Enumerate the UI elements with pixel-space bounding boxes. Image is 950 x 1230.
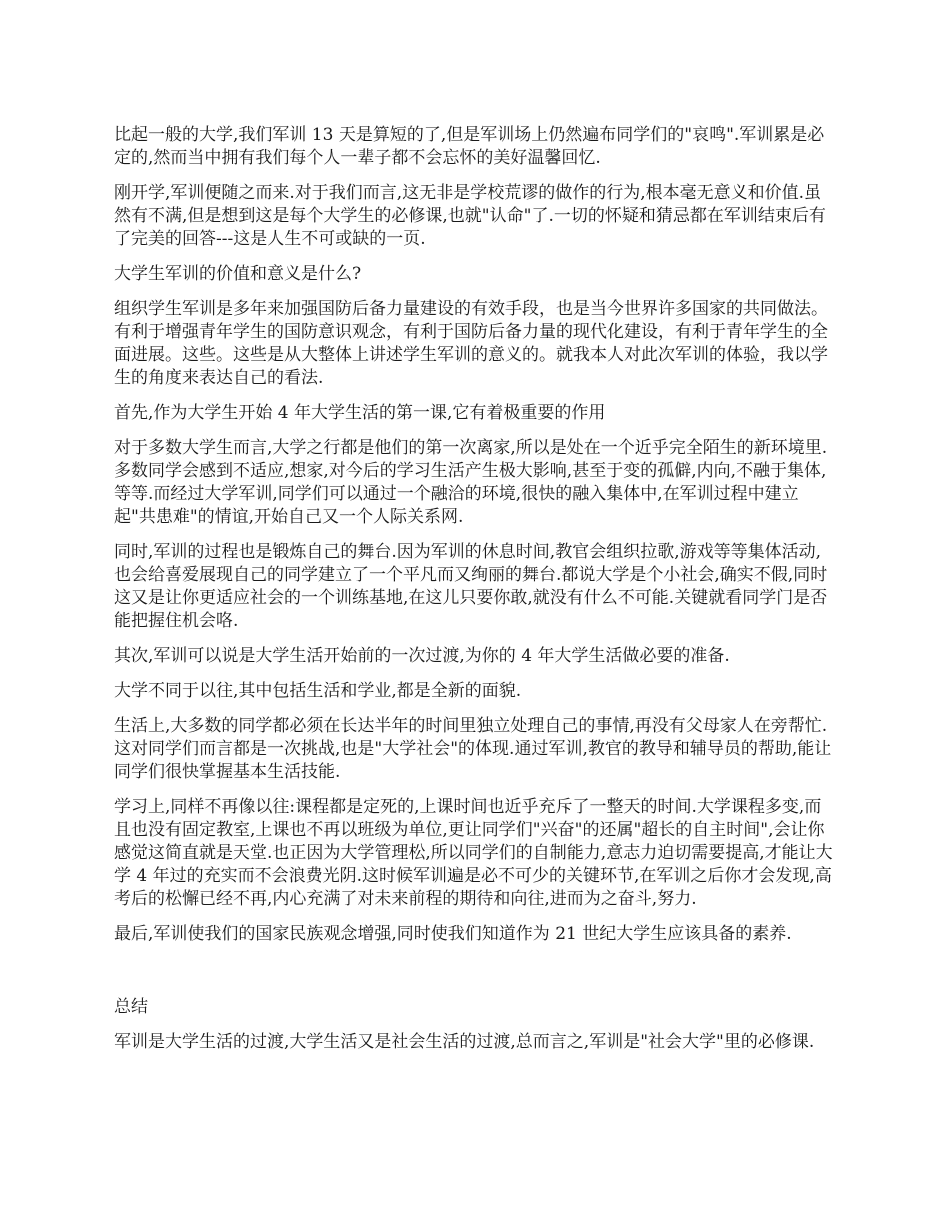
paragraph: 首先,作为大学生开始 4 年大学生活的第一课,它有着极重要的作用 [114,403,606,423]
section-question: 大学生军训的价值和意义是什么? [114,264,362,284]
paragraph: 大学不同于以往,其中包括生活和学业,都是全新的面貌. [114,681,522,701]
paragraph: 最后,军训使我们的国家民族观念增强,同时使我们知道作为 21 世纪大学生应该具备的素养. [114,924,792,944]
paragraph: 组织学生军训是多年来加强国防后备力量建设的有效手段，也是当今世界许多国家的共同做法。有利于增强青年学生的国防意识观念，有利于国防后备力量的现代化建设，有利于青年学生的全面进展。这些。这些是从大整体上讲述学生军训的意义的。就我本人对此次军训的体验，我以学生的角度来表达自己的看法. [114,299,828,388]
paragraph: 其次,军训可以说是大学生活开始前的一次过渡,为你的 4 年大学生活做必要的准备. [114,646,730,666]
spacer [114,958,836,996]
paragraph: 比起一般的大学,我们军训 13 天是算短的了,但是军训场上仍然遍布同学们的"哀鸣".军训累是必定的,然而当中拥有我们每个人一辈子都不会忘怀的美好温馨回忆. [114,125,825,168]
paragraph: 同时,军训的过程也是锻炼自己的舞台.因为军训的休息时间,教官会组织拉歌,游戏等等集体活动,也会给喜爱展现自己的同学建立了一个平凡而又绚丽的舞台.都说大学是个小社会,确实不假,同时这又是让你更适应社会的一个训练基地,在这儿只要你敢,就没有什么不可能.关键就看同学门是否能把握住机会咯. [114,542,828,631]
paragraph: 生活上,大多数的同学都必须在长达半年的时间里独立处理自己的事情,再没有父母家人在旁帮忙.这对同学们而言都是一次挑战,也是"大学社会"的体现.通过军训,教官的教导和辅导员的帮助,能让同学们很快掌握基本生活技能. [114,716,832,782]
summary-paragraph: 军训是大学生活的过渡,大学生活又是社会生活的过渡,总而言之,军训是"社会大学"里的必修课. [114,1032,815,1052]
document-body [114,124,836,1066]
paragraph: 对于多数大学生而言,大学之行都是他们的第一次离家,所以是处在一个近乎完全陌生的新环境里.多数同学会感到不适应,想家,对今后的学习生活产生极大影响,甚至于变的孤僻,内向,不融于集体,等等.而经过大学军训,同学们可以通过一个融洽的环境,很快的融入集体中,在军训过程中建立起"共患难"的情谊,开始自己又一个人际关系网. [114,438,828,527]
paragraph: 刚开学,军训便随之而来.对于我们而言,这无非是学校荒谬的做作的行为,根本毫无意义和价值.虽然有不满,但是想到这是每个大学生的必修课,也就"认命"了.一切的怀疑和猜忌都在军训结束后有了完美的回答---这是人生不可或缺的一页. [114,183,826,249]
summary-heading: 总结 [114,997,148,1017]
paragraph: 学习上,同样不再像以往:课程都是定死的,上课时间也近乎充斥了一整天的时间.大学课程多变,而且也没有固定教室,上课也不再以班级为单位,更让同学们"兴奋"的还属"超长的自主时间",会让你感觉这简直就是天堂.也正因为大学管理松,所以同学们的自制能力,意志力迫切需要提高,才能让大学 4 年过的充实而不会浪费光阴.这时候军训遍是必不可少的关键环节,在军训之后你才会发现,高考后的松懈已经不再,内心充满了对未来前程的期待和向往,进而为之奋斗,努力. [114,797,833,909]
